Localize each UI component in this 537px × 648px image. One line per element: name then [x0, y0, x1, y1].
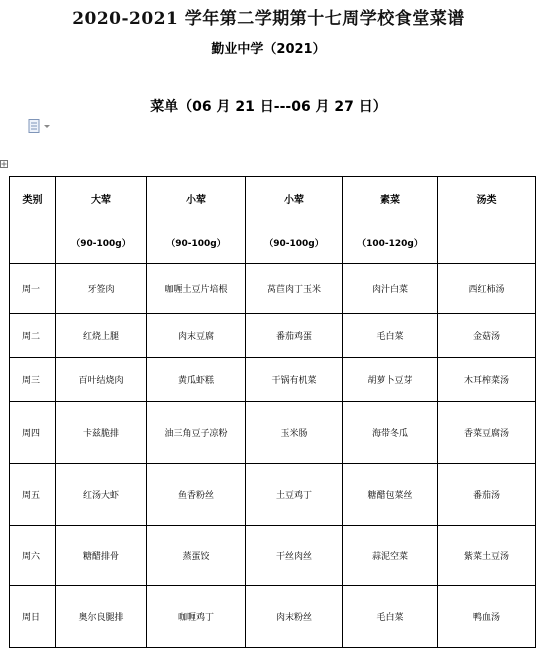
dish-cell: 胡萝卜豆芽: [343, 358, 438, 402]
day-cell: 周六: [10, 526, 56, 586]
table-row: [10, 314, 536, 358]
day-cell: 周日: [10, 586, 56, 648]
dish-cell: 蒜泥空菜: [343, 526, 438, 586]
dish-cell: 黄瓜虾糕: [147, 358, 246, 402]
dish-cell: 金菇汤: [438, 314, 536, 358]
table-row: [10, 586, 536, 648]
table-row: [10, 402, 536, 464]
header-col-qty: （90-100g）: [71, 239, 131, 249]
menu-date-heading: 菜单（06 月 21 日---06 月 27 日）: [150, 99, 387, 115]
header-col-3: [246, 177, 343, 264]
dish-cell: 毛白菜: [343, 314, 438, 358]
dish-cell: 油三角豆子凉粉: [147, 402, 246, 464]
menu-table: [9, 176, 536, 648]
dish-cell: 肉末粉丝: [246, 586, 343, 648]
table-row: [10, 464, 536, 526]
dish-cell: 毛白菜: [343, 586, 438, 648]
header-col-name: 小荤: [284, 195, 304, 206]
dish-cell: 干丝肉丝: [246, 526, 343, 586]
header-col-1: [56, 177, 147, 264]
table-row: [10, 358, 536, 402]
header-col-qty: （90-100g）: [166, 239, 226, 249]
header-col-name: 大荤: [91, 195, 111, 206]
table-row: [10, 264, 536, 314]
header-col-name: 汤类: [476, 195, 497, 206]
dish-cell: 西红柿汤: [438, 264, 536, 314]
dish-cell: 红汤大虾: [56, 464, 147, 526]
dish-cell: 蒸蛋饺: [147, 526, 246, 586]
header-col-2: [147, 177, 246, 264]
header-category: [10, 177, 56, 264]
dish-cell: 番茄鸡蛋: [246, 314, 343, 358]
dish-cell: 鱼香粉丝: [147, 464, 246, 526]
dish-cell: 香菜豆腐汤: [438, 402, 536, 464]
day-cell: 周二: [10, 314, 56, 358]
school-name: 勤业中学（2021）: [211, 42, 326, 57]
dish-cell: 玉米肠: [246, 402, 343, 464]
dish-cell: 奥尔良腿排: [56, 586, 147, 648]
header-col-name: 素菜: [380, 195, 400, 206]
table-anchor-icon[interactable]: [0, 160, 8, 168]
day-cell: 周四: [10, 402, 56, 464]
dish-cell: 牙签肉: [56, 264, 147, 314]
document-paste-icon[interactable]: [28, 119, 52, 133]
dish-cell: 番茄汤: [438, 464, 536, 526]
document-title: 2020-2021 学年第二学期第十七周学校食堂菜谱: [72, 9, 465, 29]
header-col-qty: （90-100g）: [264, 239, 324, 249]
dish-cell: 海带冬瓜: [343, 402, 438, 464]
dish-cell: 糖醋包菜丝: [343, 464, 438, 526]
header-col-qty: （100-120g）: [357, 239, 423, 249]
dish-cell: 肉末豆腐: [147, 314, 246, 358]
header-col-4: [343, 177, 438, 264]
day-cell: 周三: [10, 358, 56, 402]
header-category-label: 类别: [22, 195, 43, 206]
dish-cell: 鸭血汤: [438, 586, 536, 648]
dish-cell: 肉汁白菜: [343, 264, 438, 314]
header-col-5: [438, 177, 536, 264]
dish-cell: 百叶结烧肉: [56, 358, 147, 402]
dish-cell: 干锅有机菜: [246, 358, 343, 402]
day-cell: 周一: [10, 264, 56, 314]
dish-cell: 土豆鸡丁: [246, 464, 343, 526]
dish-cell: 咖喱鸡丁: [147, 586, 246, 648]
dish-cell: 莴苣肉丁玉米: [246, 264, 343, 314]
dish-cell: 卡兹脆排: [56, 402, 147, 464]
dish-cell: 木耳榨菜汤: [438, 358, 536, 402]
dish-cell: 糖醋排骨: [56, 526, 147, 586]
table-row: [10, 526, 536, 586]
dish-cell: 红烧上腿: [56, 314, 147, 358]
dish-cell: 咖喱土豆片培根: [147, 264, 246, 314]
header-col-name: 小荤: [186, 195, 206, 206]
day-cell: 周五: [10, 464, 56, 526]
dish-cell: 紫菜土豆汤: [438, 526, 536, 586]
table-header-row: [10, 177, 536, 264]
